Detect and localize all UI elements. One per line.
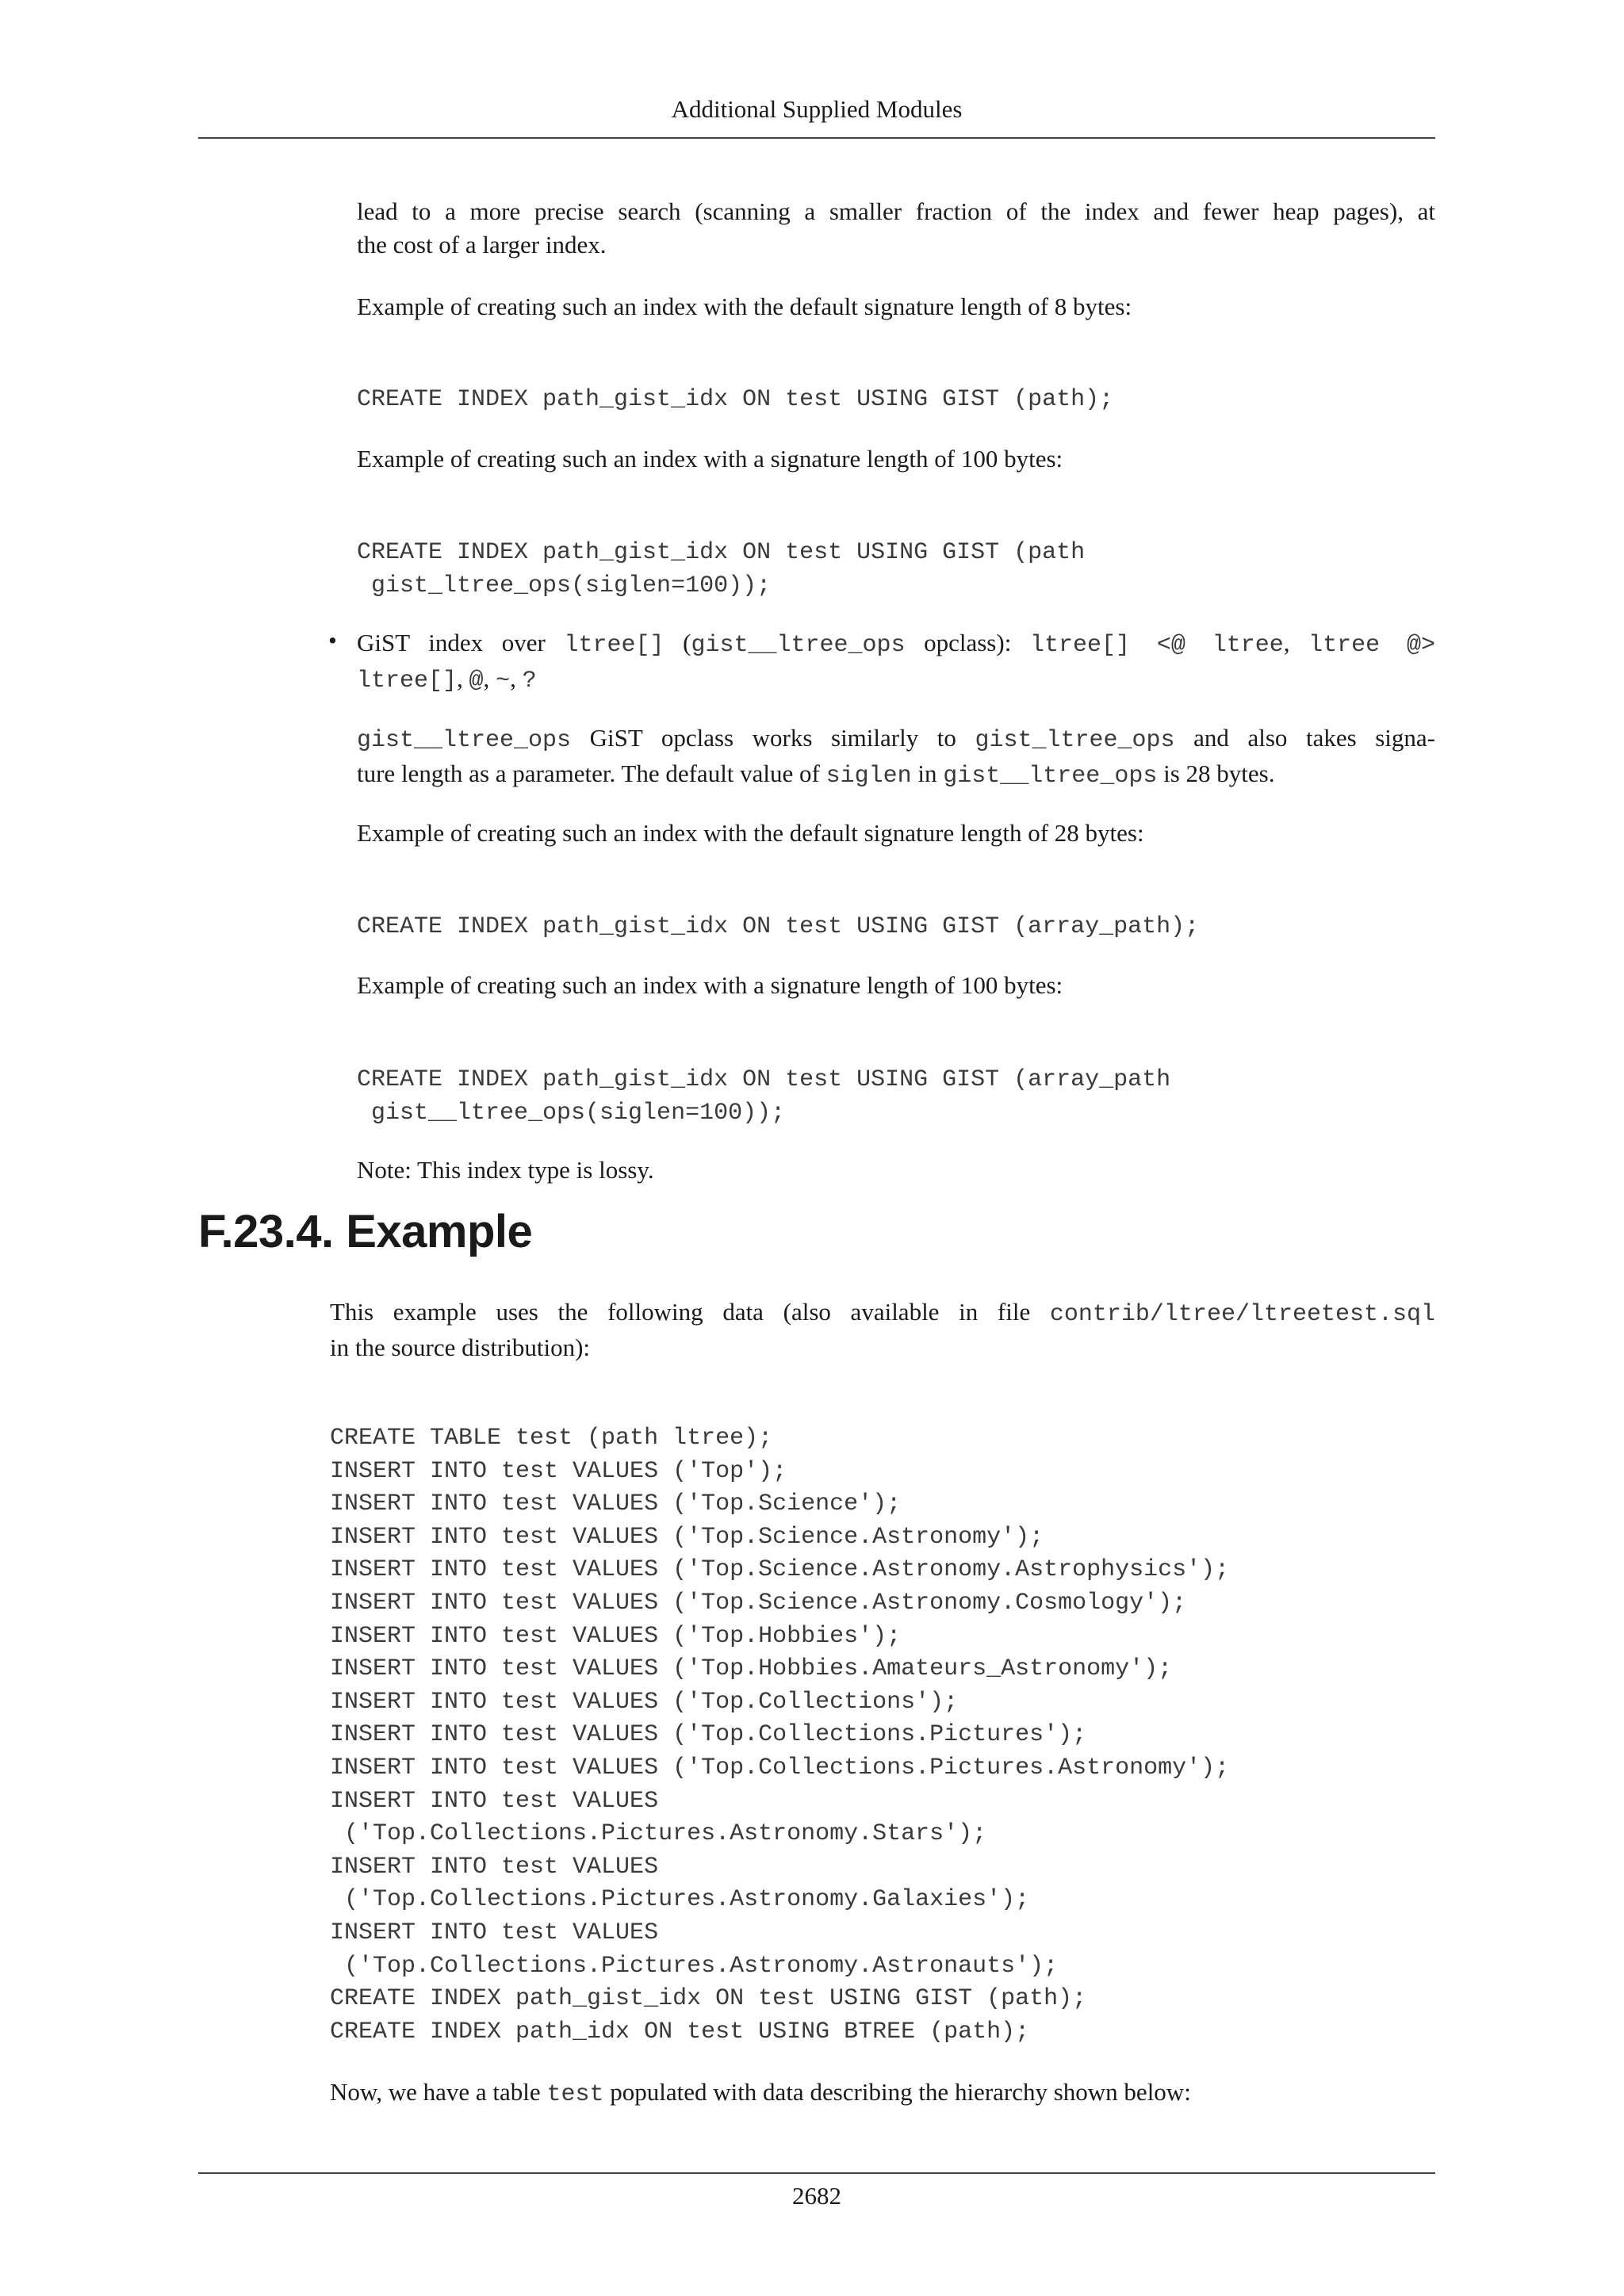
section-outro [330,2076,1191,2111]
outro-code-1: test [546,2081,604,2108]
bullet-code-2: gist__ltree_ops [691,632,906,659]
bullet-text-2: ( [664,629,691,656]
bullet-text-4: , [1283,629,1309,656]
bullet-line-1 [357,626,1435,662]
outro-text-1: Now, we have a table [330,2078,547,2106]
bullet-code-6: @ [469,668,484,695]
desc-text-4: in [911,760,944,787]
bullet-code-8: ? [522,668,537,695]
ltreetest-file-path: contrib/ltree/ltreetest.sql [1049,1301,1435,1328]
page-header: Additional Supplied Modules [671,95,963,123]
footer-divider [198,2172,1435,2174]
example-4-code: CREATE INDEX path_gist_idx ON test USING GIST (array_path gist__ltree_ops(siglen=100)); [357,1066,1171,1127]
section-intro-line-2: in the source distribution): [330,1334,591,1361]
bullet-text-7: , [510,664,523,692]
intro-line-2: the cost of a larger index. [357,231,607,258]
bullet-line-2 [357,662,1435,698]
outro-text-2: populated with data describing the hierarchy shown below: [603,2078,1191,2106]
desc-code-2: gist_ltree_ops [975,727,1175,754]
example-2-code: CREATE INDEX path_gist_idx ON test USING GIST (path gist_ltree_ops(siglen=100)); [357,539,1086,599]
section-intro [330,1295,1435,1364]
example-3-text: Example of creating such an index with the default signature length of 28 bytes: [357,819,1144,847]
example-4-text: Example of creating such an index with a signature length of 100 bytes: [357,971,1063,999]
desc-code-1: gist__ltree_ops [357,727,572,754]
bullet-marker: • [328,626,337,654]
bullet-code-1: ltree[] [564,632,665,659]
intro-paragraph [357,195,1435,262]
bullet-code-7: ~ [496,668,511,695]
desc-text-3: ture length as a parameter. The default value of [357,760,826,787]
desc-text-2: and also takes signa- [1174,724,1435,752]
bullet-text-1: GiST index over [357,629,565,656]
example-1-code: CREATE INDEX path_gist_idx ON test USING GIST (path); [357,386,1114,413]
bullet-code-5: ltree[] [357,668,458,695]
example-3-code: CREATE INDEX path_gist_idx ON test USING GIST (array_path); [357,913,1200,940]
desc-line-1 [357,721,1435,757]
desc-text-1: GiST opclass works similarly to [571,724,975,752]
header-divider [198,137,1435,139]
lossy-note: Note: This index type is lossy. [357,1156,654,1184]
intro-line-1: lead to a more precise search (scanning a smaller fraction of the index and fewer heap pages), at [357,197,1435,225]
desc-code-4: gist__ltree_ops [943,763,1158,790]
section-intro-line-1 [330,1295,1435,1331]
desc-text-5: is 28 bytes. [1157,760,1275,787]
desc-line-2 [357,757,1435,793]
bullet-code-4: ltree @> [1308,632,1436,659]
bullet-item [357,626,1435,698]
section-heading: F.23.4. Example [198,1206,533,1257]
example-1-text: Example of creating such an index with the default signature length of 8 bytes: [357,293,1132,320]
bullet-text-5: , [457,664,469,692]
opclass-description [357,721,1435,793]
bullet-code-3: ltree[] <@ ltree [1029,632,1284,659]
bullet-text-3: opclass): [905,629,1030,656]
sample-data-code: CREATE TABLE test (path ltree); INSERT INTO test VALUES ('Top'); INSERT INTO test VALUES ('Top.Science'); INSERT INTO test VALUES ('Top.Science.Astronomy'); INSERT INTO test VALUES ('Top.Science.Astronomy.Astrophysics'); INSERT INTO test VALUES ('Top.Science.Astronomy.Cosmology'); INSERT INTO test VALUES ('Top.Hobbies'); INSERT INTO test VALUES ('Top.Hobbies.Amateurs_Astronomy'); INSERT INTO test VALUES ('Top.Collections'); INSERT INTO test VALUES ('Top.Collections.Pictures'); INSERT INTO test VALUES ('Top.Collections.Pictures.Astronomy'); INSERT INTO test VALUES ('Top.Collections.Pictures.Astronomy.Stars'); INSERT INTO test VALUES ('Top.Collections.Pictures.Astronomy.Galaxies'); INSERT INTO test VALUES ('Top.Collections.Pictures.Astronomy.Astronauts'); CREATE INDEX path_gist_idx ON test USING GIST (path); CREATE INDEX path_idx ON test USING BTREE (path); [330,1425,1230,2045]
desc-code-3: siglen [825,763,912,790]
bullet-text-6: , [483,664,496,692]
page-number: 2682 [792,2182,841,2210]
section-intro-text-1: This example uses the following data (also available in file [330,1298,1050,1326]
example-2-text: Example of creating such an index with a signature length of 100 bytes: [357,445,1063,473]
